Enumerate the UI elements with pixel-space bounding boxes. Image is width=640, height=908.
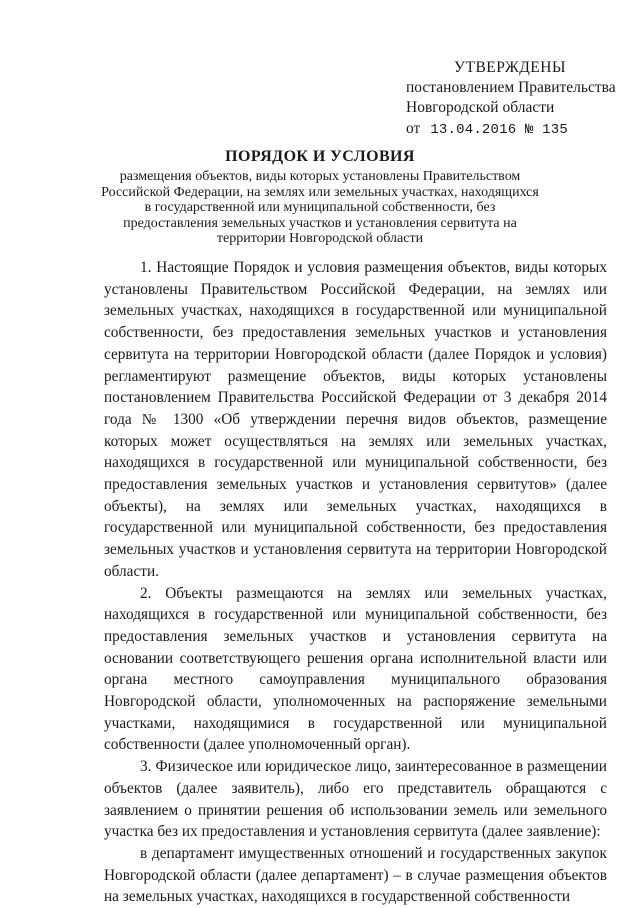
document-body — [104, 257, 607, 908]
paragraph-4: в департамент имущественных отношений и государственных закупок Новгородской области (далее департамент) – в случае размещения объектов на земельных участках, находящихся в государственной собственности — [104, 844, 607, 906]
document-title: ПОРЯДОК И УСЛОВИЯ — [225, 148, 415, 165]
approval-stamp: УТВЕРЖДЕНЫ — [454, 59, 566, 76]
document-subtitle: размещения объектов, виды которых установлены Правительством Российской Федерации, на землях или земельных участках, находящихся в государственной или муниципальной собственности, без предоставления земельных участков и установления сервитута на территории Новгородской области — [101, 169, 539, 246]
approval-block — [406, 58, 626, 140]
approval-date-number: 13.04.2016 № 135 — [430, 122, 568, 138]
approval-line-1: постановлением Правительства — [406, 79, 616, 96]
paragraph-3: 3. Физическое или юридическое лицо, заинтересованное в размещении объектов (далее заявитель), либо его представитель обращаются с заявлением о принятии решения об использовании земель или земельного участка без их предоставления и установления сервитута (далее заявление): — [104, 758, 607, 841]
paragraph-2: 2. Объекты размещаются на землях или земельных участках, находящихся в государственной или муниципальной собственности, без предоставления земельных участков и установления сервитута на основании соответствующего решения органа исполнительной власти или органа местного самоуправления муниципального образования Новгородской области, уполномоченных на распоряжение земельными участками, находящимися в государственной или муниципальной собственности (далее уполномоченный орган). — [104, 584, 607, 754]
paragraph-1: 1. Настоящие Порядок и условия размещения объектов, виды которых установлены Правительством Российской Федерации, на землях или земельных участках, находящихся в государственной или муниципальной собственности, без предоставления земельных участков и установления сервитута на территории Новгородской области (далее Порядок и условия) регламентируют размещение объектов, виды которых установлены постановлением Правительства Российской Федерации от 3 декабря 2014 года № 1300 «Об утверждении перечня видов объектов, размещение которых может осуществляться на землях или земельных участках, находящихся в государственной или муниципальной собственности, без предоставления земельных участков и установления сервитутов» (далее объекты), на землях или земельных участках, находящихся в государственной или муниципальной собственности, без предоставления земельных участков и установления сервитута на территории Новгородской области. — [104, 259, 607, 580]
approval-line-2: Новгородской области — [406, 99, 555, 116]
approval-from-label: от — [406, 120, 421, 137]
approval-date-line — [406, 119, 626, 140]
